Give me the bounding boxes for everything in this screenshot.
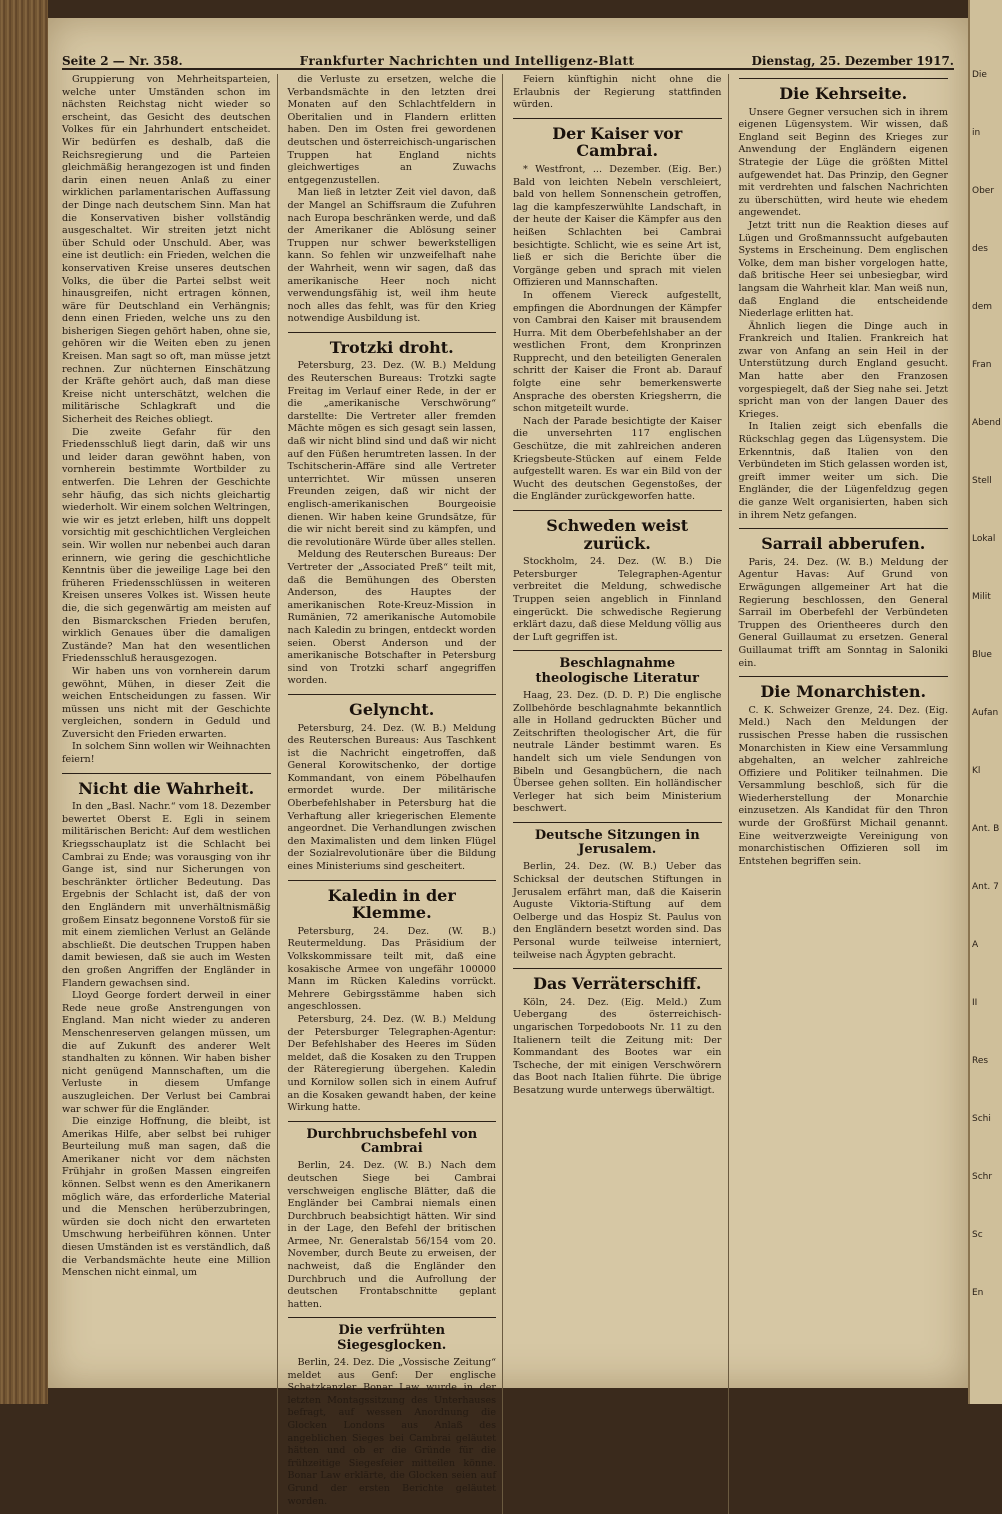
- article-headline: Trotzki droht.: [329, 337, 454, 357]
- article-paragraph: Ähnlich liegen die Dinge auch in Frankreich und Italien. Frankreich hat zwar von Anfang an sein Heil in der Unterstützung durch England gesucht. Man hatte aber den Franzosen vorgespiegelt, daß der Sieg nahe sei. Jetzt spricht man von der langen Dauer des Krieges.: [738, 320, 948, 420]
- article-paragraph: Unsere Gegner versuchen sich in ihrem eigenen Lügensystem. Wir wissen, daß England seit Beginn des Krieges zur Anwendung der Engländern eigenen Strategie der Lüge die größten Mittel aufgewendet hat. Das Prinzip, den Gegner mit verdrehten und falschen Nachrichten zu überschütten, wird heute wie ehedem angewendet.: [738, 106, 948, 219]
- margin-fragment: Ober: [972, 186, 995, 196]
- margin-fragment: Lokal: [972, 534, 996, 544]
- article: [513, 822, 722, 962]
- column-1: [62, 74, 278, 1514]
- divider: [513, 968, 722, 969]
- column-2: [288, 74, 504, 1514]
- margin-fragment: Ant. B: [972, 824, 1000, 834]
- page-header: [62, 46, 954, 70]
- article-headline: Deutsche Sitzungen in Jerusalem.: [534, 827, 700, 858]
- article-headline: Kaledin in der Klemme.: [327, 885, 456, 923]
- article: [739, 528, 949, 670]
- margin-fragment: II: [972, 998, 978, 1008]
- divider: [739, 528, 949, 529]
- margin-fragment: Die: [972, 70, 987, 80]
- divider: [62, 773, 271, 774]
- margin-fragment: Fran: [972, 360, 992, 370]
- margin-fragment: Kl: [972, 766, 981, 776]
- article-paragraph: die Verluste zu ersetzen, welche die Verbandsmächte in den letzten drei Monaten auf den Schlachtfeldern in Oberitalien und in Flandern erlitten haben. Den im Osten frei gewordenen deutschen und österreichisch-ungarischen Truppen hat England nichts gleichwertiges an Zuwachs entgegenzustellen.: [287, 74, 496, 186]
- article: [288, 1121, 497, 1312]
- divider: [513, 822, 722, 823]
- article-paragraph: In Italien zeigt sich ebenfalls die Rückschlag gegen das Lügensystem. Die Erkenntnis, daß Italien von den Verbündeten im Stich gelassen worden ist, greift immer weiter um sich. Die Engländer, die der Lügenfeldzug gegen die ganze Welt organisierten, haben sich in ihrem Netz gefangen.: [738, 421, 948, 521]
- article-paragraph: In den „Basl. Nachr.“ vom 18. Dezember bewertet Oberst E. Egli in seinem militärischen Bericht: Auf dem westlichen Kriegsschauplatz ist die Schlacht bei Cambrai zu Ende; was vorausging von ihr Gange ist, sind nur Sicherungen von beschränkter örtlicher Bedeutung. Das Ergebnis der Schlacht ist, daß der von den Engländern mit unverhältnismäßig großem Einsatz begonnene Vorstoß für sie mit einem ziemlichen Verlust an Gelände abschließt. Die deutschen Truppen haben damit bewiesen, daß sie auch im Westen den großen Angriffen der Engländer in Flandern gewachsen sind.: [62, 801, 271, 989]
- article-paragraph: Petersburg, 24. Dez. (W. B.) Meldung des Reuterschen Bureaus: Aus Taschkent ist die Nachricht eingetroffen, daß General Korowitschenko, der dortige Kommandant, von einem Pöbelhaufen ermordet wurde. Der militärische Oberbefehlshaber in Petersburg hat die Verhaftung aller kriegerischen Elemente angeordnet. Die Verhandlungen zwischen den Maximalisten und dem linken Flügel der Sozialrevolutionäre über die Bildung eines Ministeriums sind gescheitert.: [287, 722, 496, 873]
- article-paragraph: Petersburg, 24. Dez. (W. B.) Reutermeldung. Das Präsidium der Volkskommissare teilt mit, daß eine kosakische Armee von ungefähr 100000 Mann im Rücken Kaledins vorrückt. Mehrere Gebirgsstämme haben sich angeschlossen.: [287, 925, 496, 1013]
- article-headline: Durchbruchsbefehl von Cambrai: [306, 1126, 478, 1157]
- article-headline: Der Kaiser vor Cambrai.: [552, 123, 683, 161]
- divider: [288, 694, 497, 695]
- article-paragraph: Petersburg, 23. Dez. (W. B.) Meldung des Reuterschen Bureaus: Trotzki sagte Freitag im Verlauf einer Rede, in der er die „amerikanische Verschwörung“ darstellte: Die Vertreter aller fremden Mächte mögen es sich gesagt sein lassen, daß wir nicht blind sind und daß wir nicht auf den Füßen herumtreten lassen. In der Tschitscherin-Affäre sind alle Vertreter unterrichtet. Wir müssen unseren Freunden zeigen, daß wir nicht der englisch-amerikanischen Bourgeoisie dienen. Wir haben keine Grundsätze, für die wir nicht bereit sind zu kämpfen, und die revolutionäre Würde über alles stellen.: [287, 360, 496, 548]
- article-paragraph: Nach der Parade besichtigte der Kaiser die unversehrten 117 englischen Geschütze, die mit zahlreichen anderen Kriegsbeute-Stücken auf einem Felde aufgestellt waren. Es war ein Bild von der Wucht des deutschen Gegenstoßes, der die Engländer zurückgeworfen hatte.: [513, 415, 722, 503]
- article-headline: Das Verräterschiff.: [533, 974, 702, 994]
- divider: [739, 676, 949, 677]
- newspaper-title: Frankfurter Nachrichten und Intelligenz-Blatt: [299, 54, 635, 68]
- divider: [288, 1121, 497, 1122]
- article: [513, 968, 722, 1097]
- article: [288, 74, 497, 326]
- article-paragraph: Lloyd George fordert derweil in einer Rede neue große Anstrengungen von England. Man nicht wieder zu anderen Menschenreserven gelangen müssen, um die auf Zukunft des anderer Welt standhalten zu können. Wir haben bisher nicht genügend Mannschaften, um die Verluste in diesem Umfange auszugleichen. Der Verlust bei Cambrai war schwer für die Engländer.: [62, 990, 271, 1115]
- article-paragraph: C. K. Schweizer Grenze, 24. Dez. (Eig. Meld.) Nach den Meldungen der russischen Presse haben die russischen Monarchisten in Kiew eine Versammlung abgehalten, an welcher zahlreiche Offiziere und Politiker teilnahmen. Die Versammlung beschloß, sich für die Wiederherstellung der Monarchie einzusetzen. Als Kandidat für den Thron wurde der Großfürst Michail genannt. Eine weitverzweigte Vereinigung von monarchistischen Offizieren soll im Entstehen begriffen sein.: [738, 704, 948, 867]
- divider: [513, 118, 722, 119]
- article-paragraph: In solchem Sinn wollen wir Weihnachten feiern!: [62, 741, 271, 766]
- article-headline: Nicht die Wahrheit.: [78, 778, 255, 798]
- margin-fragment: in: [972, 128, 981, 138]
- article-headline: Sarrail abberufen.: [761, 534, 926, 554]
- divider: [513, 510, 722, 511]
- article: [288, 880, 497, 1115]
- article-paragraph: Paris, 24. Dez. (W. B.) Meldung der Agentur Havas: Auf Grund von Erwägungen allgemeiner Art hat die Regierung beschlossen, den General Sarrail im Oberbefehl der Verbündeten Truppen des Orientheeres durch den General Guillaumat zu ersetzen. General Guillaumat trifft am Sonntag in Saloniki ein.: [738, 556, 948, 669]
- article: [513, 510, 722, 644]
- article: [739, 78, 949, 522]
- divider: [288, 880, 497, 881]
- margin-fragment: des: [972, 244, 988, 254]
- article: [288, 332, 497, 688]
- article-paragraph: Man ließ in letzter Zeit viel davon, daß der Mangel an Schiffsraum die Zufuhren nach Europa beschränken werde, und daß der Amerikaner die Ablösung seiner Truppen nur schwer bewerkstelligen kann. So fehlen wir unzweifelhaft nahe der Wahrheit, wenn wir sagen, daß das amerikanische Heer noch nicht verwendungsfähig ist, weil ihm heute noch alles das fehlt, was für den Krieg notwendige Ausbildung ist.: [287, 187, 496, 325]
- margin-fragment: Res: [972, 1056, 989, 1066]
- article-headline: Die verfrühten Siegesglocken.: [337, 1323, 447, 1353]
- page-number: Seite 2 — Nr. 358.: [62, 54, 183, 68]
- article-paragraph: Meldung des Reuterschen Bureaus: Der Vertreter der „Associated Preß“ teilt mit, daß die Bemühungen des Obersten Anderson, des Hauptes der amerikanischen Rote-Kreuz-Mission in Rumänien, 72 amerikanische Automobile nach Kaledin zu bringen, entdeckt worden seien. Oberst Anderson und der amerikanische Botschafter in Petersburg sind von Trotzki scharf angegriffen worden.: [287, 549, 496, 687]
- article-paragraph: Petersburg, 24. Dez. (W. B.) Meldung der Petersburger Telegraphen-Agentur: Der Befehlshaber des Heeres im Süden meldet, daß die Kosaken zu den Truppen der Räteregierung übergehen. Kaledin und Kornilow sollen sich in einem Aufruf an die Kosaken gewandt haben, der keine Wirkung hatte.: [287, 1013, 496, 1114]
- book-spine-edge: [0, 0, 48, 1404]
- margin-fragment: Schi: [972, 1114, 991, 1124]
- next-page-edge: [968, 0, 1002, 1404]
- article: [513, 650, 722, 816]
- article-paragraph: Jetzt tritt nun die Reaktion dieses auf Lügen und Großmannssucht aufgebauten Systems in Erscheinung. Dem englischen Volke, dem man bisher vorgelogen hatte, daß britische Heer sei unbesiegbar, wird langsam die Wahrheit klar. Man weiß nun, daß England die entscheidende Niederlage erlitten hat.: [738, 219, 948, 320]
- margin-fragment: Schr: [972, 1172, 993, 1182]
- margin-fragment: Aufan: [972, 708, 999, 718]
- article: [739, 676, 949, 868]
- article-paragraph: In offenem Viereck aufgestellt, empfingen die Abordnungen der Kämpfer von Cambrai den Kaiser mit brausendem Hurra. Mit dem Oberbefehlshaber an der westlichen Front, dem Kronprinzen Rupprecht, und den beteiligten Generalen schritt der Kaiser die Front ab. Darauf folgte eine sehr bemerkenswerte Ansprache des obersten Kriegsherrn, die schon mitgeteilt wurde.: [513, 289, 722, 415]
- article-paragraph: Berlin, 24. Dez. (W. B.) Ueber das Schicksal der deutschen Stiftungen in Jerusalem erfährt man, daß die Kaiserin Auguste Viktoria-Stiftung auf dem Oelberge und das Hospiz St. Paulus von den Engländern besetzt worden sind. Das Personal wurde teilweise interniert, teilweise nach Ägypten gebracht.: [513, 861, 722, 961]
- article-headline: Die Kehrseite.: [779, 84, 908, 103]
- article: [62, 773, 271, 1280]
- article: [288, 1317, 497, 1508]
- margin-fragment: dem: [972, 302, 993, 312]
- article-headline: Schweden weist zurück.: [546, 516, 689, 553]
- divider: [288, 332, 497, 333]
- divider: [288, 1317, 497, 1318]
- article-paragraph: * Westfront, ... Dezember. (Eig. Ber.) Bald von leichten Nebeln verschleiert, bald von hellem Sonnenschein getroffen, lag die kampfeszerwühlte Landschaft, in der heute der Kaiser die Kämpfer aus den heißen Schlachten bei Cambrai besichtigte. Schlicht, wie es seine Art ist, ließ er sich die Berichte über die Vorgänge geben und sprach mit vielen Offizieren und Mannschaften.: [513, 163, 722, 289]
- article-paragraph: Berlin, 24. Dez. (W. B.) Nach dem deutschen Siege bei Cambrai verschweigen englische Blätter, daß die Engländer bei Cambrai niemals einen Durchbruch beabsichtigt hätten. Wir sind in der Lage, den Befehl der britischen Armee, Nr. Generalstab 56/154 vom 20. November, durch Beute zu erweisen, der nachweist, daß die Engländer den Durchbruch und die Aufrollung der deutschen Frontabschnitte geplant hatten.: [287, 1160, 496, 1310]
- divider: [739, 78, 949, 79]
- margin-fragment: Milit: [972, 592, 991, 602]
- article-paragraph: Stockholm, 24. Dez. (W. B.) Die Petersburger Telegraphen-Agentur verbreitet die Meldung, schwedische Truppen seien angeblich in Finnland eingerückt. Die schwedische Regierung erklärt dazu, daß diese Meldung völlig aus der Luft gegriffen ist.: [513, 556, 722, 643]
- margin-fragment: A: [972, 940, 979, 950]
- divider: [513, 650, 722, 651]
- margin-fragment: Abend: [972, 418, 1001, 428]
- article-headline: Die Monarchisten.: [760, 682, 927, 702]
- article-paragraph: Feiern künftighin nicht ohne die Erlaubnis der Regierung stattfinden würden.: [513, 74, 722, 111]
- article: [62, 74, 271, 767]
- article-paragraph: Die einzige Hoffnung, die bleibt, ist Amerikas Hilfe, aber selbst bei ruhiger Beurteilung muß man sagen, daß die Amerikaner nicht vor dem nächsten Frühjahr in großen Massen eingreifen können. Selbst wenn es den Amerikanern möglich wäre, das erforderliche Material und die Menschen herüberzubringen, würden sie doch nicht den erwarteten Umschwung herbeiführen können. Unter diesen Umständen ist es verständlich, daß die Verbandsmächte heute eine Million Menschen nicht einmal, um: [62, 1116, 271, 1279]
- margin-fragment: Sc: [972, 1230, 983, 1240]
- article-paragraph: Haag, 23. Dez. (D. D. P.) Die englische Zollbehörde beschlagnahmte bekanntlich alle in Holland gedruckten Bücher und Zeitschriften theologischer Art, die für neutrale Länder bestimmt waren. Es handelt sich um viele Sendungen von Bibeln und Gesangbüchern, die nach Übersee gehen sollten. Ein holländischer Verleger hat sich beim Ministerium beschwert.: [513, 689, 722, 815]
- article-paragraph: Die zweite Gefahr für den Friedensschluß liegt darin, daß wir uns und leider daran gewöhnt haben, von vornherein bestimmte Wortbilder zu entwerfen. Die Lehren der Geschichte sehr häufig, das sich nichts gleichartig wiederholt. Wir einem solchen Weltringen, wie wir es jetzt erleben, hilft uns doppelt vorsichtig mit geschichtlichen Vergleichen sein. Wir wollen nur nebenbei auch daran erinnern, wie gering die geschichtliche Kenntnis über die jeweilige Lage bei den früheren Friedensschlüssen in weiteren Kreisen unseres Volkes ist. Wissen heute die, die sich gegenwärtig am meisten auf den Bismarckschen Frieden berufen, wirklich Genaues über die damaligen Zustände? Man hat den wesentlichen Friedensschluß herausgezogen.: [62, 426, 271, 665]
- margin-fragment: Ant. 7: [972, 882, 999, 892]
- margin-fragment: Blue: [972, 650, 992, 660]
- article-paragraph: Berlin, 24. Dez. Die „Vossische Zeitung“ meldet aus Genf: Der englische Schatzkanzler Bonar Law wurde in der letzten Montagssitzung des Unterhauses befragt, auf wessen Anordnung die Glocken Londons aus Anlaß des angeblichen Sieges bei Cambrai geläutet hätten und ob er die Gründe für die frühzeitige Siegesfeier mitteilen könne. Bonar Law erklärte, die Glocken seien auf Grund der ersten Berichte geläutet worden.: [287, 1357, 496, 1507]
- column-3: [513, 74, 729, 1514]
- column-4: [739, 74, 955, 1514]
- article-headline: Gelyncht.: [349, 699, 435, 719]
- newspaper-page: [48, 18, 968, 1507]
- article-headline: Beschlagnahme theologische Literatur: [535, 656, 699, 686]
- article-columns: [62, 74, 954, 1507]
- article: [288, 694, 497, 874]
- article-paragraph: Köln, 24. Dez. (Eig. Meld.) Zum Uebergang des österreichisch-ungarischen Torpedoboots Nr. 11 zu den Italienern teilt die Zeitung mit: Der Kommandant des Bootes war ein Tscheche, der mit einigen Verschwörern das Boot nach Italien führte. Die übrige Besatzung wurde unterwegs überwältigt.: [513, 996, 722, 1096]
- margin-fragment: En: [972, 1288, 984, 1298]
- article: [513, 74, 722, 112]
- article-paragraph: Wir haben uns von vornherein darum gewöhnt, Mühen, in dieser Zeit die weichen Entscheidungen zu fassen. Wir müssen uns nicht mit der Geschichte vergleichen, sondern in Geduld und Zuversicht den Frieden erwarten.: [62, 665, 271, 740]
- article-paragraph: Gruppierung von Mehrheitsparteien, welche unter Umständen schon im nächsten Reichstag nicht wieder so erscheint, das Gesicht des deutschen Volkes für ein Jahrhundert entscheidet. Wir bedürfen es deshalb, daß die Reichsregierung und die Parteien gleichmäßig herangezogen ist und finden darin einen neuen Anlaß zu einer wirklichen parlamentarischen Auffassung der Dinge nach deutschem Sinn. Man hat die Konservativen bisher vollständig ausgeschaltet. Wir streiten jetzt nicht über Schuld oder Unschuld. Aber, was eine ist deutlich: ein Frieden, welchen die konservativen Kreise unseres deutschen Volks, die über die Partei selbst weit hinausgreifen, nicht ertragen können, wäre für Deutschland ein Verhängnis; denn einen Frieden, welche uns zu den bisherigen Siegen gehört haben, ohne sie, gehören wir die Weiten eben zu jenen Kreisen. Man sagt so oft, man müsse jetzt rechnen. Zur nüchternen Einschätzung der Kräfte gehört auch, daß man diese Kreise nicht unterschätzt, welchen die militärische Schlagkraft und die Sicherheit des Reiches obliegt.: [62, 74, 271, 426]
- article: [513, 118, 722, 504]
- page-date: Dienstag, 25. Dezember 1917.: [751, 54, 954, 68]
- margin-fragment: Stell: [972, 476, 992, 486]
